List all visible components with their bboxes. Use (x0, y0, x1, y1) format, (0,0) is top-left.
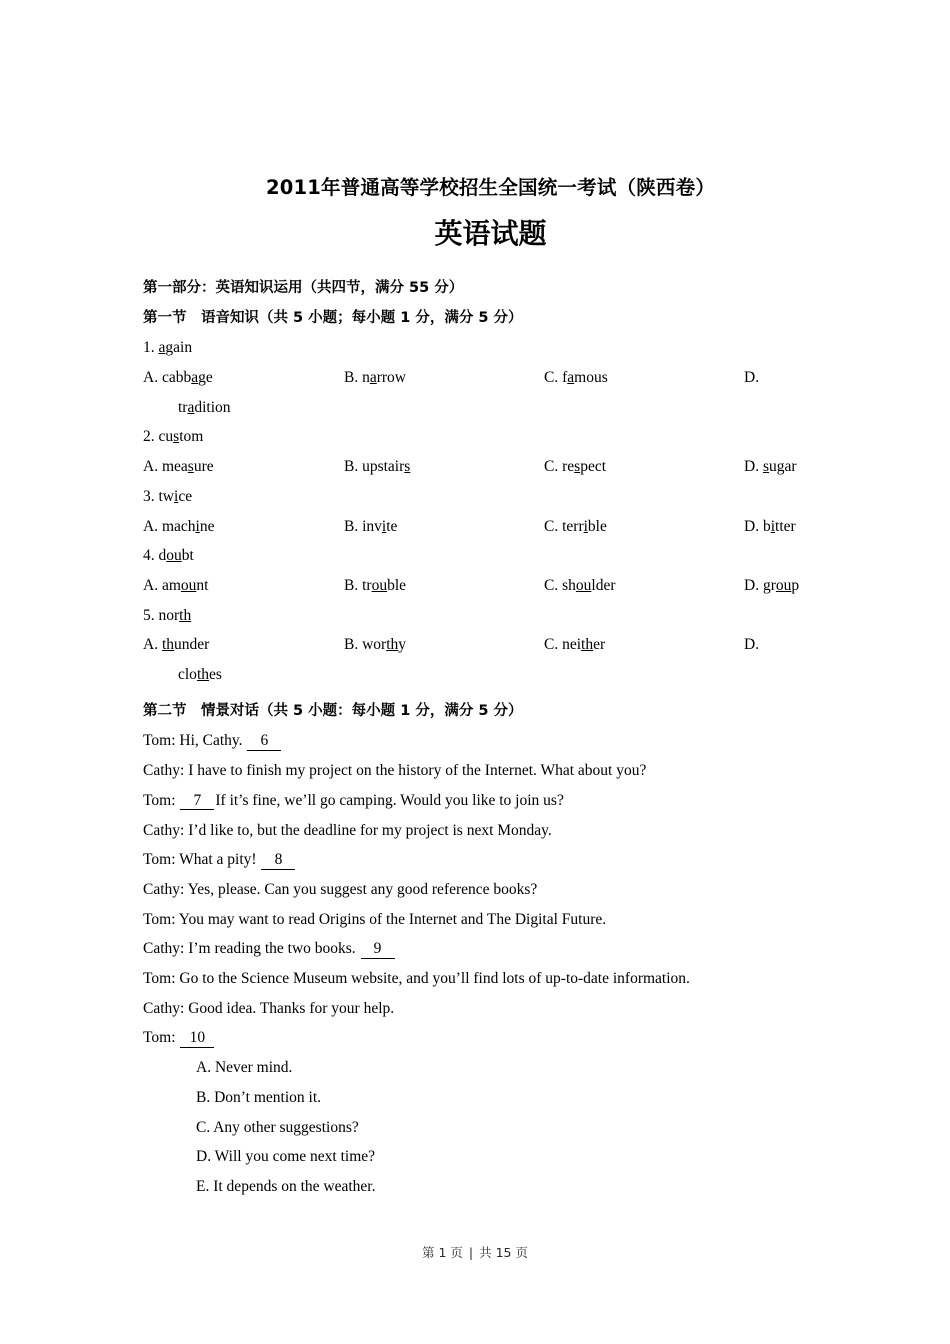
option-wrapped-text[interactable]: tradition (178, 398, 231, 416)
option-c[interactable]: C. shoulder (544, 576, 616, 594)
underlined-stem: ou (180, 576, 197, 594)
dialogue-speaker: Tom: (143, 970, 176, 988)
option-b[interactable]: B. trouble (344, 576, 406, 594)
page-subtitle: 英语试题 (434, 217, 547, 251)
underlined-stem: ou (371, 576, 388, 594)
answer-blank-8[interactable]: 8 (261, 852, 295, 869)
option-d[interactable]: D. (744, 636, 760, 654)
dialogue-line: Tom: What a pity! 8 (143, 845, 838, 875)
answer-blank-9[interactable]: 9 (361, 941, 395, 958)
option-d[interactable]: D. (744, 369, 760, 387)
dialogue-speaker: Tom: (143, 910, 176, 928)
dialogue-choice[interactable]: C. Any other suggestions? (196, 1118, 359, 1136)
dialogue-choice[interactable]: E. It depends on the weather. (196, 1177, 376, 1195)
underlined-stem: ou (775, 576, 792, 594)
dialogue-choice[interactable]: D. Will you come next time? (196, 1148, 376, 1166)
option-row (143, 630, 838, 660)
dialogue-line: Cathy: I’d like to, but the deadline for my project is next Monday. (143, 821, 552, 839)
option-wrapped-text[interactable]: clothes (178, 666, 222, 684)
footer-total-pages: 共 15 页 (479, 1245, 528, 1260)
option-c[interactable]: C. respect (544, 458, 607, 476)
underlined-stem: a (158, 339, 166, 357)
dialogue-speaker: Tom: (143, 791, 176, 809)
option-d[interactable]: D. bitter (744, 517, 796, 535)
question-stem: 2. custom (143, 428, 204, 446)
option-a[interactable]: A. amount (143, 576, 209, 594)
underlined-stem: th (581, 636, 594, 654)
dialogue-line: Tom: Go to the Science Museum website, and you’ll find lots of up-to-date information. (143, 970, 690, 988)
option-c[interactable]: C. famous (544, 369, 608, 387)
dialogue-speaker: Cathy: (143, 999, 185, 1017)
underlined-stem: s (574, 458, 581, 476)
dialogue-line: Tom: You may want to read Origins of the Internet and The Digital Future. (143, 910, 607, 928)
question-stem: 1. again (143, 339, 193, 357)
option-c[interactable]: C. terrible (544, 517, 607, 535)
underlined-stem: ou (575, 576, 592, 594)
phonetics-questions (143, 333, 838, 689)
dialogue-line (143, 1023, 838, 1053)
option-d[interactable]: D. group (744, 576, 800, 594)
underlined-stem: th (161, 636, 175, 654)
dialogue-choice[interactable]: A. Never mind. (196, 1059, 293, 1077)
underlined-stem: i (195, 517, 200, 535)
footer-current-page: 第 1 页 (422, 1245, 463, 1260)
dialogue-speaker: Cathy: (143, 821, 185, 839)
dialogue-speaker: Cathy: (143, 940, 185, 958)
underlined-stem: s (762, 458, 769, 476)
option-d[interactable]: D. sugar (744, 458, 797, 476)
page-title: 2011年普通高等学校招生全国统一考试（陕西卷） (265, 176, 716, 199)
underlined-stem: th (179, 606, 192, 624)
question-stem: 3. twice (143, 487, 193, 505)
underlined-stem: s (404, 458, 411, 476)
dialogue-line: Cathy: Yes, please. Can you suggest any good reference books? (143, 880, 538, 898)
option-a[interactable]: A. measure (143, 458, 214, 476)
underlined-stem: i (174, 487, 179, 505)
underlined-stem: ou (166, 547, 182, 565)
dialogue-speaker: Cathy: (143, 762, 185, 780)
underlined-stem: i (770, 517, 776, 535)
underlined-stem: th (196, 666, 209, 684)
underlined-stem: a (567, 369, 575, 387)
dialogue-choice[interactable]: B. Don’t mention it. (196, 1088, 322, 1106)
option-b[interactable]: B. upstairs (344, 458, 411, 476)
option-b[interactable]: B. narrow (344, 369, 407, 387)
dialogue-line: Cathy: I have to finish my project on the history of the Internet. What about you? (143, 762, 647, 780)
question-stem: 5. north (143, 606, 192, 624)
option-row (143, 512, 838, 542)
option-row (143, 363, 838, 393)
option-a[interactable]: A. cabbage (143, 369, 213, 387)
dialogue-line: Tom: 7 If it’s fine, we’ll go camping. Would you like to join us? (143, 791, 564, 809)
underlined-stem: i (583, 517, 588, 535)
dialogue-speaker: Tom: (143, 851, 176, 869)
dialogue-speaker: Tom: (143, 1029, 176, 1047)
answer-blank-10[interactable]: 10 (180, 1030, 214, 1047)
dialogue-lines (143, 726, 838, 1053)
option-b[interactable]: B. worthy (344, 636, 407, 654)
section-one-heading: 第一节 语音知识（共 5 小题；每小题 1 分，满分 5 分） (143, 309, 523, 326)
option-b[interactable]: B. invite (344, 517, 398, 535)
dialogue-line: Cathy: Good idea. Thanks for your help. (143, 999, 395, 1017)
underlined-stem: th (386, 636, 399, 654)
question-stem: 4. doubt (143, 547, 194, 565)
option-row (143, 571, 838, 601)
underlined-stem: a (369, 369, 377, 387)
underlined-stem: s (173, 428, 180, 446)
answer-blank-7[interactable]: 7 (180, 793, 214, 810)
dialogue-line: Cathy: I’m reading the two books. 9 (143, 934, 838, 964)
dialogue-speaker: Tom: (143, 732, 176, 750)
underlined-stem: a (187, 398, 195, 416)
underlined-stem: a (191, 369, 199, 387)
footer-separator: | (468, 1245, 474, 1260)
dialogue-line: Tom: Hi, Cathy. 6 (143, 726, 838, 756)
option-a[interactable]: A. thunder (143, 636, 210, 654)
section-two-heading: 第二节 情景对话（共 5 小题：每小题 1 分，满分 5 分） (143, 702, 523, 719)
page-footer (0, 1243, 950, 1261)
dialogue-speaker: Cathy: (143, 880, 185, 898)
underlined-stem: i (381, 517, 387, 535)
part-one-heading: 第一部分：英语知识运用（共四节，满分 55 分） (143, 279, 464, 296)
option-a[interactable]: A. machine (143, 517, 215, 535)
dialogue-choices (143, 1053, 838, 1202)
option-c[interactable]: C. neither (544, 636, 606, 654)
answer-blank-6[interactable]: 6 (247, 733, 281, 750)
option-row (143, 452, 838, 482)
underlined-stem: s (187, 458, 194, 476)
